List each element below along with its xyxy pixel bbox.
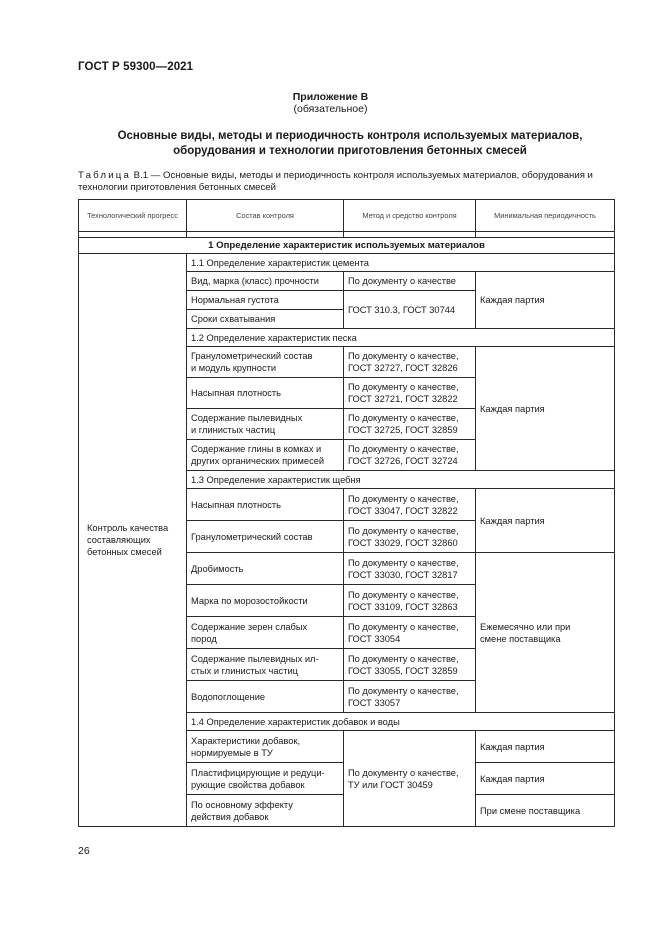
cell-line: Содержание пылевидных ил- (191, 653, 319, 664)
cell-line: По документу о качестве, (348, 493, 459, 504)
cell-composition (187, 347, 344, 378)
cell-line: ГОСТ 33030, ГОСТ 32817 (348, 569, 458, 580)
subsection-additives: 1.4 Определение характеристик добавок и воды (187, 713, 615, 731)
annex-heading-line1: Основные виды, методы и периодичность контроля используемых материалов, (117, 130, 583, 142)
cell-composition (187, 440, 344, 471)
cell-line: и глинистых частиц (191, 425, 276, 435)
cell-line: Ежемесячно или при (480, 621, 571, 632)
cell-line: нормируемые в ТУ (191, 747, 273, 758)
cell-method (344, 440, 476, 471)
cell-line: ГОСТ 33029, ГОСТ 32860 (348, 537, 458, 548)
cell-line: ГОСТ 32721, ГОСТ 32822 (348, 394, 458, 404)
cell-composition: Марка по морозостойкости (187, 585, 344, 617)
cell-line: По документу о качестве, (348, 653, 459, 664)
cell-composition: Насыпная плотность (187, 489, 344, 521)
subsection-gravel: 1.3 Определение характеристик щебня (187, 471, 615, 489)
cell-method (344, 347, 476, 378)
cell-composition (187, 617, 344, 649)
cell-composition (187, 409, 344, 440)
control-table (78, 199, 615, 827)
cell-line: рующие свойства добавок (191, 779, 305, 790)
cell-method (344, 489, 476, 521)
cell-line: Пластифицирующие и редуци- (191, 767, 325, 778)
cell-periodicity (476, 553, 615, 713)
cell-line: стых и глинистых частиц (191, 665, 298, 676)
cell-line: Характеристики добавок, (191, 735, 301, 746)
cell-line: ГОСТ 32725, ГОСТ 32859 (348, 425, 458, 435)
cell-line: ГОСТ 33054 (348, 633, 401, 644)
cell-composition: Насыпная плотность (187, 378, 344, 409)
cell-composition: Гранулометрический состав (187, 521, 344, 553)
cell-line: ГОСТ 32727, ГОСТ 32826 (348, 363, 458, 373)
cell-line: ГОСТ 33055, ГОСТ 32859 (348, 665, 458, 676)
section-row (79, 238, 615, 254)
cell-line: По документу о качестве, (348, 382, 459, 392)
header-process: Технологический прогресс (79, 200, 187, 232)
cell-composition: Водопоглощение (187, 681, 344, 713)
cell-composition: Сроки схватывания (187, 310, 344, 329)
subsection-row (79, 254, 615, 272)
cell-method: По документу о качестве (344, 272, 476, 291)
cell-method (344, 731, 476, 827)
cell-composition (187, 649, 344, 681)
section-title: 1 Определение характеристик используемых материалов (79, 238, 615, 254)
caption-text-line2: технологии приготовления бетонных смесей (78, 182, 277, 193)
cell-line: По документу о качестве, (348, 767, 459, 778)
cell-periodicity: Каждая партия (476, 272, 615, 329)
cell-method (344, 378, 476, 409)
cell-line: ГОСТ 32726, ГОСТ 32724 (348, 456, 458, 466)
cell-periodicity: Каждая партия (476, 347, 615, 471)
cell-line: ГОСТ 33047, ГОСТ 32822 (348, 505, 458, 516)
cell-line: По документу о качестве, (348, 589, 459, 600)
cell-line: других органических примесей (191, 456, 325, 466)
cell-line: Гранулометрический состав (191, 351, 313, 361)
cell-line: Содержание зерен слабых (191, 621, 308, 632)
cell-line: По документу о качестве, (348, 621, 459, 632)
page-number: 26 (78, 845, 90, 857)
cell-method: ГОСТ 310.3, ГОСТ 30744 (344, 291, 476, 329)
header-composition: Состав контроля (187, 200, 344, 232)
annex-title: Приложение В (292, 91, 369, 103)
cell-method (344, 681, 476, 713)
annex-kind: (обязательное) (293, 103, 368, 115)
table-header-row (79, 200, 615, 232)
cell-periodicity: Каждая партия (476, 731, 615, 763)
annex-heading-line2: оборудования и технологии приготовления бетонных смесей (173, 145, 527, 157)
cell-line: ТУ или ГОСТ 30459 (348, 779, 433, 790)
cell-periodicity: Каждая партия (476, 763, 615, 795)
cell-line: По документу о качестве, (348, 525, 459, 536)
cell-line: пород (191, 633, 217, 644)
cell-line: ГОСТ 33109, ГОСТ 32863 (348, 601, 458, 612)
annex-heading (100, 129, 600, 159)
cell-periodicity: При смене поставщика (476, 795, 615, 827)
cell-method (344, 553, 476, 585)
cell-method (344, 585, 476, 617)
cell-method (344, 521, 476, 553)
cell-line: Содержание пылевидных (191, 413, 303, 423)
cell-line: ГОСТ 33057 (348, 697, 401, 708)
cell-line: По документу о качестве, (348, 351, 459, 361)
table-caption (78, 170, 618, 194)
cell-line: По документу о качестве, (348, 557, 459, 568)
subsection-cement: 1.1 Определение характеристик цемента (187, 254, 615, 272)
cell-line: По документу о качестве, (348, 685, 459, 696)
caption-text-line1: В.1 — Основные виды, методы и периодичность контроля используемых материалов, оборудования и (131, 170, 593, 181)
cell-composition (187, 763, 344, 795)
cell-composition: Дробимость (187, 553, 344, 585)
cell-composition: Нормальная густота (187, 291, 344, 310)
cell-method (344, 649, 476, 681)
standard-designation: ГОСТ Р 59300—2021 (78, 61, 194, 73)
header-periodicity: Минимальная периодичность (476, 200, 615, 232)
cell-periodicity: Каждая партия (476, 489, 615, 553)
cell-composition (187, 731, 344, 763)
cell-composition (187, 795, 344, 827)
group-cell: Контроль качества составляющих бетонных смесей (79, 254, 187, 827)
cell-line: По основному эффекту (191, 799, 293, 810)
cell-line: По документу о качестве, (348, 444, 459, 454)
subsection-sand: 1.2 Определение характеристик песка (187, 329, 615, 347)
cell-composition: Вид, марка (класс) прочности (187, 272, 344, 291)
cell-line: смене поставщика (480, 633, 561, 644)
cell-line: По документу о качестве, (348, 413, 459, 423)
cell-line: действия добавок (191, 811, 269, 822)
cell-line: и модуль крупности (191, 363, 277, 373)
cell-line: Содержание глины в комках и (191, 444, 322, 454)
cell-method (344, 409, 476, 440)
cell-method (344, 617, 476, 649)
header-method: Метод и средство контроля (344, 200, 476, 232)
caption-label: Таблица (78, 170, 132, 181)
